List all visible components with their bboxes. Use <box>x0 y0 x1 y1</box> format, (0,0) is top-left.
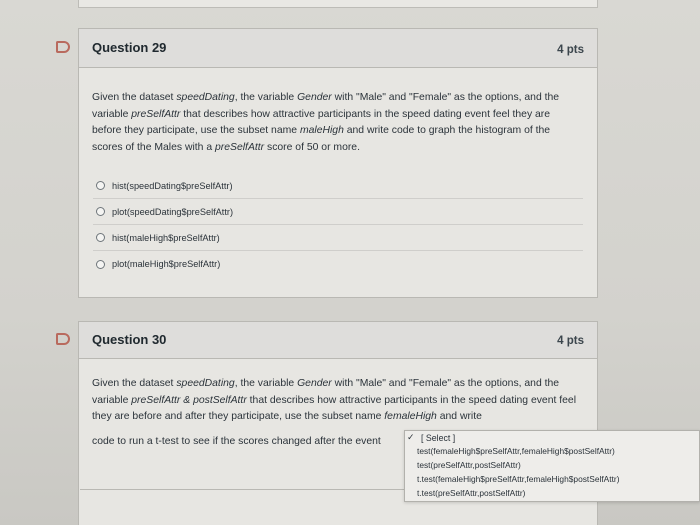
radio-button[interactable] <box>96 233 105 242</box>
text-fragment: with "Male" and "Female" as the options, and the variable <box>92 92 560 120</box>
text-fragment: with "Male" and "Female" as the options, and the variable <box>92 378 560 406</box>
text-fragment: and write <box>436 411 482 422</box>
dropdown-option[interactable]: test(femaleHigh$preSelfAttr,femaleHigh$postSelfAttr) <box>417 446 615 456</box>
text-fragment: and write code to graph the histogram of the scores of the Males with a <box>92 125 551 153</box>
option-label: plot(speedDating$preSelfAttr) <box>112 206 234 217</box>
question-29-text <box>92 90 577 156</box>
q29-option-2[interactable] <box>93 199 583 225</box>
option-label: hist(maleHigh$preSelfAttr) <box>112 232 220 243</box>
dropdown-option[interactable]: t.test(preSelfAttr,postSelfAttr) <box>417 488 526 498</box>
previous-question-bottom <box>78 0 598 8</box>
text-fragment: , the variable <box>234 92 298 103</box>
italic-term: maleHigh <box>299 125 344 136</box>
dropdown-option[interactable]: t.test(femaleHigh$preSelfAttr,femaleHigh$postSelfAttr) <box>417 474 620 484</box>
question-30-header <box>79 322 597 359</box>
q29-option-4[interactable] <box>93 251 583 277</box>
text-fragment: score of 50 or more. <box>264 141 360 153</box>
italic-term: speedDating <box>176 378 235 389</box>
radio-button[interactable] <box>96 207 105 216</box>
question-29-card <box>78 28 598 298</box>
select-placeholder[interactable]: [ Select ] <box>421 433 456 443</box>
text-fragment: that describes how attractive participants in the speed dating event feel they are before they participate, use the subset name <box>92 108 551 136</box>
flag-question-29-icon[interactable] <box>56 41 70 53</box>
q29-option-1[interactable] <box>93 173 583 199</box>
radio-button[interactable] <box>96 181 105 190</box>
italic-term: preSelfAttr <box>215 141 265 153</box>
italic-term: preSelfAttr & postSelfAttr <box>131 394 247 406</box>
question-30-text <box>92 376 582 426</box>
text-fragment: Given the dataset <box>92 378 177 389</box>
question-29-points: 4 pts <box>557 44 584 56</box>
italic-term: Gender <box>297 378 332 389</box>
flag-question-30-icon[interactable] <box>56 333 70 345</box>
text-fragment: , the variable <box>234 378 298 389</box>
question-30-text-line2: code to run a t-test to see if the scores changed after the event <box>92 436 381 447</box>
option-label: plot(maleHigh$preSelfAttr) <box>112 259 221 269</box>
dropdown-option[interactable]: test(preSelfAttr,postSelfAttr) <box>417 460 521 470</box>
italic-term: femaleHigh <box>384 411 437 422</box>
question-30-points: 4 pts <box>557 335 584 347</box>
answer-box-border <box>80 488 406 490</box>
question-29-title: Question 29 <box>92 40 167 55</box>
checkmark-icon: ✓ <box>407 432 415 442</box>
text-fragment: that describes how attractive participants in the speed dating event feel they are before and after they participate, use the subset name <box>92 394 577 422</box>
italic-term: preSelfAttr <box>131 108 181 120</box>
italic-term: Gender <box>297 92 332 103</box>
text-fragment: Given the dataset <box>92 92 177 103</box>
question-29-header <box>79 29 597 68</box>
option-label: hist(speedDating$preSelfAttr) <box>112 180 233 191</box>
q29-option-3[interactable] <box>93 225 583 251</box>
italic-term: speedDating <box>176 92 235 103</box>
answer-select-dropdown[interactable] <box>404 430 700 502</box>
radio-button[interactable] <box>96 260 105 269</box>
question-30-title: Question 30 <box>92 332 167 347</box>
